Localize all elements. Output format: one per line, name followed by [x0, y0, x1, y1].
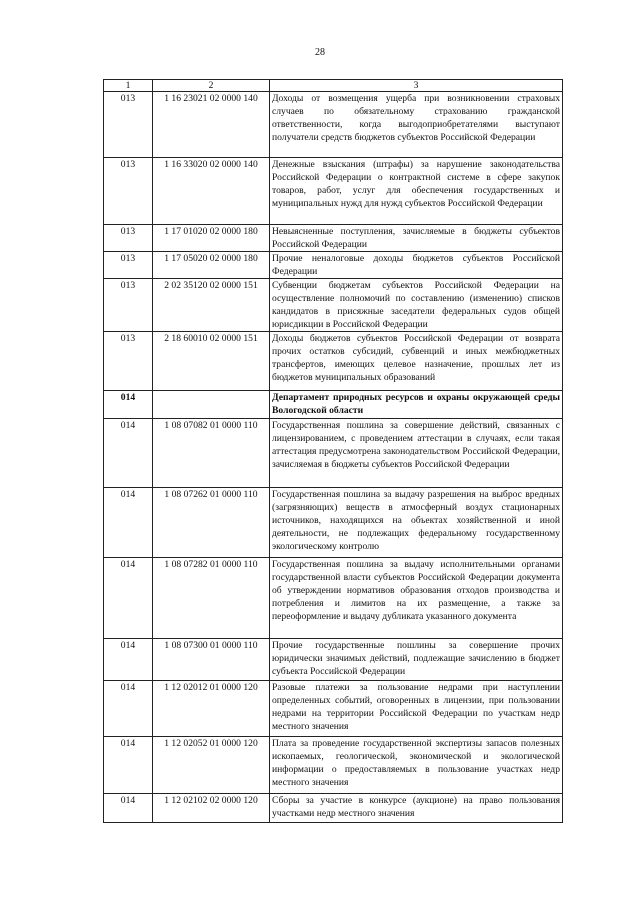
table-row — [104, 639, 563, 681]
admin-code-cell: 014 — [104, 391, 153, 419]
column-header-1: 1 — [104, 80, 153, 92]
revenue-code-cell: 1 12 02012 01 0000 120 — [153, 681, 270, 737]
revenue-code-cell: 1 17 01020 02 0000 180 — [153, 225, 270, 252]
table-row — [104, 737, 563, 794]
table-row — [104, 279, 563, 332]
revenue-name-cell: Сборы за участие в конкурсе (аукционе) на право пользования участками недр местного значения — [270, 794, 563, 823]
admin-code-cell: 013 — [104, 158, 153, 225]
admin-code-cell: 014 — [104, 488, 153, 558]
revenue-code-cell: 1 17 05020 02 0000 180 — [153, 252, 270, 279]
table-row — [104, 419, 563, 488]
table-header-row — [104, 80, 563, 92]
table-row — [104, 391, 563, 419]
revenue-code-cell: 1 16 33020 02 0000 140 — [153, 158, 270, 225]
revenue-name-cell: Государственная пошлина за выдачу разрешения на выброс вредных (загрязняющих) веществ в атмосферный воздух стационарных источников, находящихся на объектах хозяйственной и иной деятельности, не подлежащих федеральному государственному экологическому контролю — [270, 488, 563, 558]
table-row — [104, 225, 563, 252]
admin-code-cell: 014 — [104, 639, 153, 681]
revenue-name-cell: Прочие государственные пошлины за совершение прочих юридически значимых действий, подлежащие зачислению в бюджет субъекта Российской Федерации — [270, 639, 563, 681]
revenue-name-cell: Невыясненные поступления, зачисляемые в бюджеты субъектов Российской Федерации — [270, 225, 563, 252]
admin-code-cell: 013 — [104, 92, 153, 158]
revenue-code-cell: 1 12 02052 01 0000 120 — [153, 737, 270, 794]
table-row — [104, 332, 563, 391]
revenue-code-cell — [153, 391, 270, 419]
column-header-2: 2 — [153, 80, 270, 92]
admin-code-cell: 013 — [104, 252, 153, 279]
table-row — [104, 558, 563, 639]
revenue-name-cell: Департамент природных ресурсов и охраны окружающей среды Вологодской области — [270, 391, 563, 419]
admin-code-cell: 013 — [104, 332, 153, 391]
revenue-name-cell: Денежные взыскания (штрафы) за нарушение законодательства Российской Федерации о контрактной системе в сфере закупок товаров, работ, услуг для обеспечения государственных и муниципальных нужд для нужд субъектов Российской Федерации — [270, 158, 563, 225]
revenue-code-cell: 1 08 07082 01 0000 110 — [153, 419, 270, 488]
admin-code-cell: 014 — [104, 737, 153, 794]
column-header-3: 3 — [270, 80, 563, 92]
revenue-code-cell: 1 12 02102 02 0000 120 — [153, 794, 270, 823]
revenue-name-cell: Государственная пошлина за выдачу исполнительными органами государственной власти субъектов Российской Федерации документа об утверждении нормативов образования отходов производства и потребления и лимитов на их размещение, а также за переоформление и выдачу дубликата указанного документа — [270, 558, 563, 639]
table-row — [104, 252, 563, 279]
revenue-code-cell: 2 18 60010 02 0000 151 — [153, 332, 270, 391]
table-row — [104, 488, 563, 558]
table-row — [104, 681, 563, 737]
revenue-code-cell: 1 08 07300 01 0000 110 — [153, 639, 270, 681]
admin-code-cell: 014 — [104, 681, 153, 737]
admin-code-cell: 013 — [104, 279, 153, 332]
revenue-name-cell: Доходы от возмещения ущерба при возникновении страховых случаев по обязательному страхованию гражданской ответственности, когда выгодоприобретателями выступают получатели средств бюджетов субъектов Российской Федерации — [270, 92, 563, 158]
table-row — [104, 92, 563, 158]
admin-code-cell: 014 — [104, 794, 153, 823]
admin-code-cell: 014 — [104, 558, 153, 639]
table-row — [104, 794, 563, 823]
admin-code-cell: 014 — [104, 419, 153, 488]
revenue-name-cell: Плата за проведение государственной экспертизы запасов полезных ископаемых, геологической, экономической и экологической информации о предоставляемых в пользование участках недр местного значения — [270, 737, 563, 794]
revenue-code-cell: 1 08 07262 01 0000 110 — [153, 488, 270, 558]
table-row — [104, 158, 563, 225]
admin-code-cell: 013 — [104, 225, 153, 252]
revenue-classification-table — [103, 79, 563, 823]
table-body — [104, 92, 563, 823]
revenue-code-cell: 1 08 07282 01 0000 110 — [153, 558, 270, 639]
page-number: 28 — [315, 47, 325, 58]
revenue-name-cell: Субвенции бюджетам субъектов Российской Федерации на осуществление полномочий по составлению (изменению) списков кандидатов в присяжные заседатели федеральных судов общей юрисдикции в Российской Федерации — [270, 279, 563, 332]
revenue-name-cell: Доходы бюджетов субъектов Российской Федерации от возврата прочих остатков субсидий, субвенций и иных межбюджетных трансфертов, имеющих целевое назначение, прошлых лет из бюджетов муниципальных образований — [270, 332, 563, 391]
revenue-name-cell: Разовые платежи за пользование недрами при наступлении определенных событий, оговоренных в лицензии, при пользовании недрами на территории Российской Федерации по участкам недр местного значения — [270, 681, 563, 737]
revenue-code-cell: 2 02 35120 02 0000 151 — [153, 279, 270, 332]
revenue-name-cell: Государственная пошлина за совершение действий, связанных с лицензированием, с проведением аттестации в случаях, если такая аттестация предусмотрена законодательством Российской Федерации, зачисляемая в бюджеты субъектов Российской Федерации — [270, 419, 563, 488]
revenue-name-cell: Прочие неналоговые доходы бюджетов субъектов Российской Федерации — [270, 252, 563, 279]
revenue-code-cell: 1 16 23021 02 0000 140 — [153, 92, 270, 158]
